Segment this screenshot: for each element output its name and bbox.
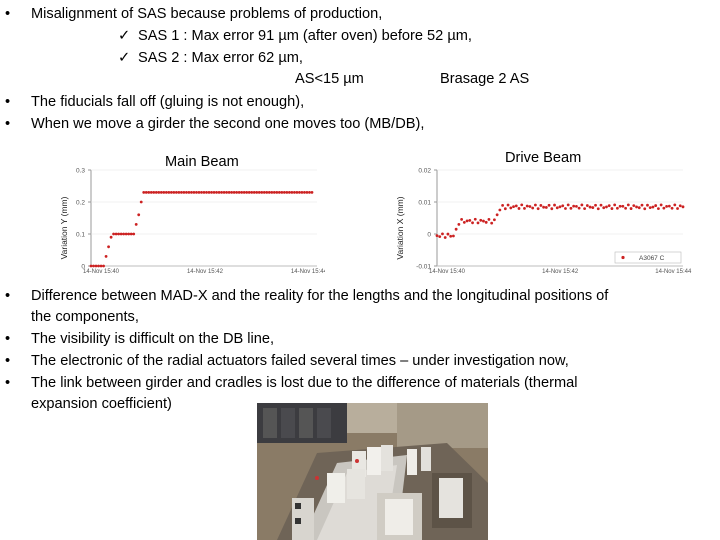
x-tick-label: 14-Nov 15:44 xyxy=(655,269,692,275)
data-point xyxy=(188,191,191,194)
data-point xyxy=(193,191,196,194)
y-tick-label: 0.02 xyxy=(418,167,431,175)
data-point xyxy=(561,204,564,207)
data-point xyxy=(479,219,482,222)
y-tick-label: 0.3 xyxy=(75,167,85,175)
y-tick-label: 0.1 xyxy=(75,231,85,239)
data-point xyxy=(523,207,526,210)
data-point xyxy=(474,218,477,221)
data-point xyxy=(273,191,276,194)
data-point xyxy=(548,204,551,207)
data-point xyxy=(140,201,143,204)
data-point xyxy=(589,206,592,209)
data-point xyxy=(172,191,175,194)
data-point xyxy=(160,191,163,194)
data-point xyxy=(498,209,501,212)
data-point xyxy=(142,191,145,194)
data-point xyxy=(468,219,471,222)
data-point xyxy=(605,206,608,209)
data-point xyxy=(263,191,266,194)
top-bullet-list xyxy=(0,4,720,134)
data-point xyxy=(115,233,118,236)
data-point xyxy=(679,204,682,207)
data-point xyxy=(649,206,652,209)
data-point xyxy=(228,191,231,194)
data-point xyxy=(641,204,644,207)
data-point xyxy=(537,207,540,210)
data-point xyxy=(496,213,499,216)
data-point xyxy=(125,233,128,236)
data-point xyxy=(572,205,575,208)
bullet-dot: • xyxy=(5,353,11,369)
legend-label: A3067 C xyxy=(639,255,665,262)
data-point xyxy=(657,207,660,210)
data-point xyxy=(296,191,299,194)
data-point xyxy=(190,191,193,194)
data-point xyxy=(504,207,507,210)
data-point xyxy=(215,191,218,194)
data-point xyxy=(512,205,515,208)
data-point xyxy=(488,218,491,221)
data-point xyxy=(643,207,646,210)
data-point xyxy=(570,207,573,210)
data-point xyxy=(205,191,208,194)
data-point xyxy=(210,191,213,194)
data-point xyxy=(630,207,633,210)
data-point xyxy=(233,191,236,194)
data-point xyxy=(155,191,158,194)
data-point xyxy=(635,206,638,209)
data-point xyxy=(632,204,635,207)
data-point xyxy=(449,235,452,238)
data-point xyxy=(673,203,676,206)
data-point xyxy=(539,204,542,207)
data-point xyxy=(250,191,253,194)
data-point xyxy=(654,204,657,207)
checkmark-icon: ✓ xyxy=(118,28,131,44)
data-point xyxy=(477,221,480,224)
data-point xyxy=(137,213,140,216)
data-point xyxy=(550,207,553,210)
data-point xyxy=(602,206,605,209)
data-point xyxy=(107,245,110,248)
bullet-text: expansion coefficient) xyxy=(31,396,172,412)
data-point xyxy=(195,191,198,194)
data-point xyxy=(485,221,488,224)
data-point xyxy=(638,206,641,209)
data-point xyxy=(624,207,627,210)
data-point xyxy=(150,191,153,194)
bullet-dot: • xyxy=(5,94,11,110)
data-point xyxy=(452,235,455,238)
data-point xyxy=(290,191,293,194)
data-point xyxy=(553,204,556,207)
data-point xyxy=(248,191,251,194)
bottom-bullet-list xyxy=(0,286,720,416)
data-point xyxy=(298,191,301,194)
data-point xyxy=(97,265,100,268)
data-point xyxy=(255,191,258,194)
data-point xyxy=(518,207,521,210)
data-point xyxy=(260,191,263,194)
y-tick-label: -0.01 xyxy=(416,263,431,271)
drive-beam-chart xyxy=(393,148,693,278)
chart-title: Main Beam xyxy=(165,154,239,170)
data-point xyxy=(466,220,469,223)
data-point xyxy=(102,265,105,268)
y-axis-label: Variation Y (mm) xyxy=(59,196,69,260)
data-point xyxy=(608,204,611,207)
data-point xyxy=(556,206,559,209)
data-point xyxy=(177,191,180,194)
bullet-text: Difference between MAD-X and the reality for the lengths and the longitudinal positions of xyxy=(31,288,609,304)
data-point xyxy=(534,204,537,207)
data-point xyxy=(175,191,178,194)
data-point xyxy=(152,191,155,194)
data-point xyxy=(564,207,567,210)
data-point xyxy=(575,205,578,208)
data-point xyxy=(594,204,597,207)
legend-marker xyxy=(621,256,624,259)
y-tick-label: 0 xyxy=(81,263,85,271)
data-point xyxy=(238,191,241,194)
data-point xyxy=(278,191,281,194)
data-point xyxy=(120,233,123,236)
data-point xyxy=(457,223,460,226)
y-tick-label: 0.2 xyxy=(75,199,85,207)
data-point xyxy=(586,204,589,207)
data-point xyxy=(621,205,624,208)
chart-title: Drive Beam xyxy=(505,150,582,166)
bullet-text: Misalignment of SAS because problems of production, xyxy=(31,6,383,22)
bullet-text: The fiducials fall off (gluing is not enough), xyxy=(31,94,305,110)
data-point xyxy=(105,255,108,258)
data-point xyxy=(515,205,518,208)
data-point xyxy=(526,205,529,208)
data-point xyxy=(301,191,304,194)
data-point xyxy=(268,191,271,194)
data-point xyxy=(288,191,291,194)
bullet-dot: • xyxy=(5,6,11,22)
data-point xyxy=(507,204,510,207)
sub-bullet-sas2 xyxy=(118,49,303,66)
data-point xyxy=(600,204,603,207)
data-point xyxy=(444,236,447,239)
bullet-text: When we move a girder the second one moves too (MB/DB), xyxy=(31,116,425,132)
data-point xyxy=(157,191,160,194)
data-point xyxy=(308,191,311,194)
data-point xyxy=(311,191,314,194)
data-point xyxy=(627,204,630,207)
data-point xyxy=(460,218,463,221)
data-point xyxy=(240,191,243,194)
checkmark-icon: ✓ xyxy=(118,50,131,66)
data-point xyxy=(471,221,474,224)
data-point xyxy=(122,233,125,236)
data-point xyxy=(616,207,619,210)
data-point xyxy=(580,204,583,207)
drive-beam-plot xyxy=(393,148,693,278)
data-point xyxy=(280,191,283,194)
data-point xyxy=(283,191,286,194)
data-point xyxy=(436,234,439,237)
girder-photo xyxy=(257,403,488,540)
data-point xyxy=(441,232,444,235)
data-point xyxy=(668,205,671,208)
bullet-text: The link between girder and cradles is lost due to the difference of materials (thermal xyxy=(31,375,578,391)
bullet-dot: • xyxy=(5,331,11,347)
data-point xyxy=(253,191,256,194)
bullet-dot: • xyxy=(5,116,11,132)
data-point xyxy=(170,191,173,194)
data-point xyxy=(509,207,512,210)
data-point xyxy=(132,233,135,236)
bullet-dot: • xyxy=(5,288,11,304)
data-point xyxy=(200,191,203,194)
data-point xyxy=(218,191,221,194)
data-point xyxy=(293,191,296,194)
data-point xyxy=(213,191,216,194)
x-tick-label: 14-Nov 15:42 xyxy=(186,269,223,275)
data-point xyxy=(501,204,504,207)
data-point xyxy=(198,191,201,194)
girder-photo-drawing xyxy=(257,403,488,540)
data-point xyxy=(619,205,622,208)
data-point xyxy=(92,265,95,268)
data-point xyxy=(223,191,226,194)
bullet-text: The electronic of the radial actuators failed several times – under investigation now, xyxy=(31,353,569,369)
data-point xyxy=(676,207,679,210)
x-tick-label: 14-Nov 15:42 xyxy=(542,269,579,275)
data-point xyxy=(559,205,562,208)
data-point xyxy=(130,233,133,236)
data-point xyxy=(660,204,663,207)
data-point xyxy=(652,206,655,209)
data-point xyxy=(597,207,600,210)
data-point xyxy=(258,191,261,194)
data-point xyxy=(520,203,523,206)
data-point xyxy=(303,191,306,194)
data-point xyxy=(90,265,93,268)
x-tick-label: 14-Nov 15:44 xyxy=(290,269,325,275)
data-point xyxy=(147,191,150,194)
data-point xyxy=(230,191,233,194)
data-point xyxy=(665,205,668,208)
bullet-text: The visibility is difficult on the DB line, xyxy=(31,331,275,347)
data-point xyxy=(578,207,581,210)
x-tick-label: 14-Nov 15:40 xyxy=(82,269,120,275)
data-point xyxy=(583,207,586,210)
main-beam-chart xyxy=(55,148,325,278)
data-point xyxy=(275,191,278,194)
data-point xyxy=(110,236,113,239)
data-point xyxy=(306,191,309,194)
sub-bullet-sas1 xyxy=(118,27,472,44)
data-point xyxy=(613,204,616,207)
data-point xyxy=(135,223,138,226)
data-point xyxy=(167,191,170,194)
data-point xyxy=(145,191,148,194)
sub-bullet-text: SAS 1 : Max error 91 µm (after oven) before 52 µm, xyxy=(138,28,472,44)
data-point xyxy=(455,228,458,231)
data-point xyxy=(243,191,246,194)
data-point xyxy=(235,191,238,194)
data-point xyxy=(270,191,273,194)
data-point xyxy=(529,205,532,208)
data-point xyxy=(567,203,570,206)
data-point xyxy=(463,221,466,224)
data-point xyxy=(611,207,614,210)
data-point xyxy=(112,233,115,236)
x-tick-label: 14-Nov 15:40 xyxy=(428,269,466,275)
data-point xyxy=(220,191,223,194)
y-tick-label: 0 xyxy=(427,231,431,239)
sub-bullet-text: SAS 2 : Max error 62 µm, xyxy=(138,50,303,66)
data-point xyxy=(165,191,168,194)
data-point xyxy=(127,233,130,236)
data-point xyxy=(447,233,450,236)
data-point xyxy=(662,207,665,210)
data-point xyxy=(225,191,228,194)
data-point xyxy=(646,204,649,207)
data-point xyxy=(208,191,211,194)
bullet-dot: • xyxy=(5,375,11,391)
bullet-text: the components, xyxy=(31,309,139,325)
data-point xyxy=(117,233,120,236)
note-brasage: Brasage 2 AS xyxy=(440,71,530,87)
data-point xyxy=(185,191,188,194)
data-point xyxy=(671,207,674,210)
data-point xyxy=(245,191,248,194)
data-point xyxy=(203,191,206,194)
data-point xyxy=(482,220,485,223)
data-point xyxy=(531,207,534,210)
y-tick-label: 0.01 xyxy=(418,199,431,207)
data-point xyxy=(180,191,183,194)
data-point xyxy=(162,191,165,194)
data-point xyxy=(438,235,441,238)
data-point xyxy=(682,205,685,208)
data-point xyxy=(183,191,186,194)
data-point xyxy=(100,265,103,268)
data-point xyxy=(490,222,493,225)
y-axis-label: Variation X (mm) xyxy=(395,196,405,260)
data-point xyxy=(545,206,548,209)
data-point xyxy=(493,218,496,221)
data-point xyxy=(542,206,545,209)
data-point xyxy=(285,191,288,194)
note-as-limit: AS<15 µm xyxy=(295,71,364,87)
data-point xyxy=(265,191,268,194)
data-point xyxy=(591,206,594,209)
data-point xyxy=(95,265,98,268)
